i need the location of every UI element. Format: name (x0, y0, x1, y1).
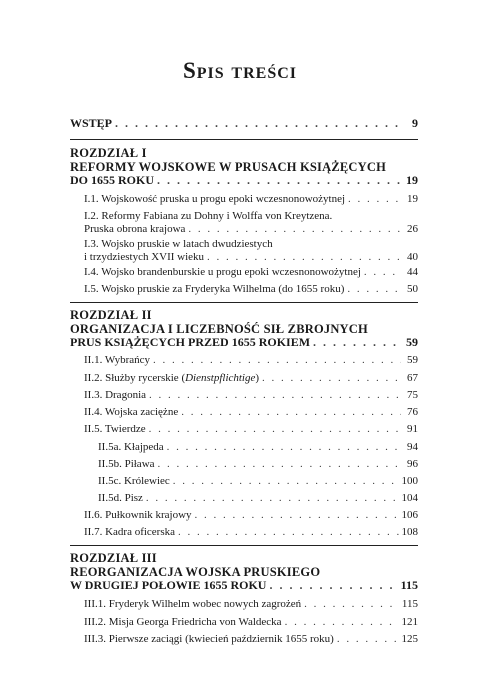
chapter-number: ROZDZIAŁ II (70, 308, 152, 322)
toc-entry-label: I.1. Wojskowość pruska u progu epoki wczesnonowożytnej (84, 193, 346, 205)
toc-page-number: 104 (401, 492, 418, 504)
toc-entry-label: II.5c. Królewiec (98, 475, 170, 487)
leader-dots (173, 475, 399, 488)
chapter-title-line: DO 1655 ROKU (70, 173, 154, 187)
toc-entry-label: II.5a. Kłajpeda (98, 441, 164, 453)
leader-dots (207, 251, 401, 264)
page-title: Spis treści (182, 58, 298, 83)
toc-entry-label: II.1. Wybrańcy (84, 354, 151, 366)
toc-page-number: 91 (407, 423, 418, 435)
toc-entry[interactable] (84, 423, 418, 436)
chapter-number: ROZDZIAŁ III (70, 551, 157, 565)
leader-dots (153, 354, 401, 367)
toc-page-number: 19 (407, 193, 418, 205)
toc-entry-label: II.4. Wojska zaciężne (84, 406, 179, 418)
leader-dots (337, 633, 399, 646)
toc-entry-label: II.3. Dragonia (84, 389, 147, 401)
leader-dots (188, 223, 401, 236)
leader-dots (149, 423, 401, 436)
toc-entry-label: III.2. Misja Georga Friedricha von Waldecka (84, 616, 282, 628)
chapter-title-line: REFORMY WOJSKOWE W PRUSACH KSIĄŻĘCYCH (70, 160, 387, 174)
leader-dots (304, 598, 399, 611)
leader-dots (149, 389, 401, 402)
leader-dots (146, 492, 399, 505)
toc-page-number: 108 (401, 526, 418, 538)
toc-entry-intro[interactable] (70, 117, 418, 130)
toc-page-number: 9 (412, 116, 418, 130)
toc-entry-label-part: II.2. Służby rycerskie ( (84, 372, 186, 384)
chapter-title-line: ORGANIZACJA I LICZEBNOŚĆ SIŁ ZBROJNYCH (70, 322, 368, 336)
toc-page-number: 94 (407, 441, 418, 453)
toc-page-number: 44 (407, 266, 418, 278)
divider (70, 139, 418, 140)
leader-dots (167, 441, 401, 454)
toc-entry-label: I.5. Wojsko pruskie za Fryderyka Wilhelma (do 1655 roku) (84, 283, 345, 295)
toc-page-number: 76 (407, 406, 418, 418)
leader-dots (347, 283, 401, 296)
leader-dots (115, 117, 401, 130)
leader-dots (262, 372, 401, 385)
toc-entry[interactable] (98, 475, 418, 488)
toc-page-number: 67 (407, 372, 418, 384)
leader-dots (269, 579, 397, 592)
toc-entry-label: III.1. Fryderyk Wilhelm wobec nowych zagrożeń (84, 598, 302, 610)
toc-entry[interactable] (98, 441, 418, 454)
toc-entry[interactable] (84, 266, 418, 279)
toc-entry[interactable] (84, 526, 418, 539)
toc-page-number: 121 (401, 616, 418, 628)
toc-entry[interactable] (84, 238, 418, 264)
toc-page-number: 96 (407, 458, 418, 470)
toc-entry-label: III.3. Pierwsze zaciągi (kwiecień październik 1655 roku) (84, 633, 334, 645)
toc-entry-label: I.3. Wojsko pruskie w latach dwudziestych (84, 238, 273, 250)
toc-page-number: 59 (406, 335, 418, 349)
toc-entry[interactable] (84, 372, 418, 385)
toc-entry[interactable] (98, 492, 418, 505)
leader-dots (364, 266, 401, 279)
toc-entry-chapter-2[interactable] (70, 336, 418, 349)
toc-entry-label-italic: Dienstpflichtige (185, 372, 256, 384)
chapter-1-heading[interactable] (70, 146, 418, 174)
toc-page-number: 26 (407, 223, 418, 235)
toc-entry[interactable] (84, 616, 418, 629)
toc-entry[interactable] (84, 406, 418, 419)
toc-page-number: 115 (400, 578, 418, 592)
leader-dots (178, 526, 398, 539)
toc-page-number: 59 (407, 354, 418, 366)
toc-page-number: 40 (407, 251, 418, 263)
chapter-number: ROZDZIAŁ I (70, 146, 147, 160)
toc-entry[interactable] (84, 354, 418, 367)
leader-dots (348, 193, 401, 206)
divider (70, 302, 418, 303)
toc-page-number: 75 (407, 389, 418, 401)
toc-entry[interactable] (84, 283, 418, 296)
leader-dots (313, 336, 401, 349)
toc-entry-label: WSTĘP (70, 116, 113, 130)
divider (70, 545, 418, 546)
toc-entry-chapter-3[interactable] (70, 579, 418, 592)
leader-dots (157, 174, 401, 187)
leader-dots (181, 406, 401, 419)
chapter-2-heading[interactable] (70, 308, 418, 336)
toc-entry-label (84, 372, 259, 385)
toc-entry[interactable] (84, 598, 418, 611)
toc-entry-chapter-1[interactable] (70, 174, 418, 187)
toc-entry-label: I.2. Reformy Fabiana zu Dohny i Wolffa von Kreytzena. (84, 210, 333, 222)
toc-page-number: 115 (401, 598, 418, 610)
toc-entry[interactable] (84, 193, 418, 206)
toc-page-number: 50 (407, 283, 418, 295)
toc-page-number: 106 (401, 509, 418, 521)
toc-entry[interactable] (84, 509, 418, 522)
toc-entry-label: II.5. Twierdze (84, 423, 146, 435)
toc-entry[interactable] (84, 633, 418, 646)
toc-page-number: 125 (401, 633, 418, 645)
toc-entry-label: Pruska obrona krajowa (84, 223, 186, 235)
toc-entry-label: II.5b. Piława (98, 458, 155, 470)
chapter-title-line: PRUS KSIĄŻĘCYCH PRZED 1655 ROKIEM (70, 335, 311, 349)
toc-entry-label: I.4. Wojsko brandenburskie u progu epoki wczesnonowożytnej (84, 266, 361, 278)
toc-entry-label: II.7. Kadra oficerska (84, 526, 176, 538)
chapter-title-line: W DRUGIEJ POŁOWIE 1655 ROKU (70, 578, 267, 592)
toc-page-number: 19 (406, 173, 418, 187)
toc-entry-label: i trzydziestych XVII wieku (84, 251, 205, 263)
chapter-title-line: REORGANIZACJA WOJSKA PRUSKIEGO (70, 565, 321, 579)
leader-dots (285, 616, 399, 629)
toc-entry[interactable] (84, 389, 418, 402)
toc-entry-label: II.6. Pułkownik krajowy (84, 509, 192, 521)
toc-page-number: 100 (401, 475, 418, 487)
toc-entry-label: II.5d. Pisz (98, 492, 143, 504)
leader-dots (195, 509, 399, 522)
toc-entry-label-part: ) (255, 372, 260, 384)
toc-entry[interactable] (98, 458, 418, 471)
chapter-3-heading[interactable] (70, 551, 418, 579)
leader-dots (158, 458, 401, 471)
toc-entry[interactable] (84, 210, 418, 236)
